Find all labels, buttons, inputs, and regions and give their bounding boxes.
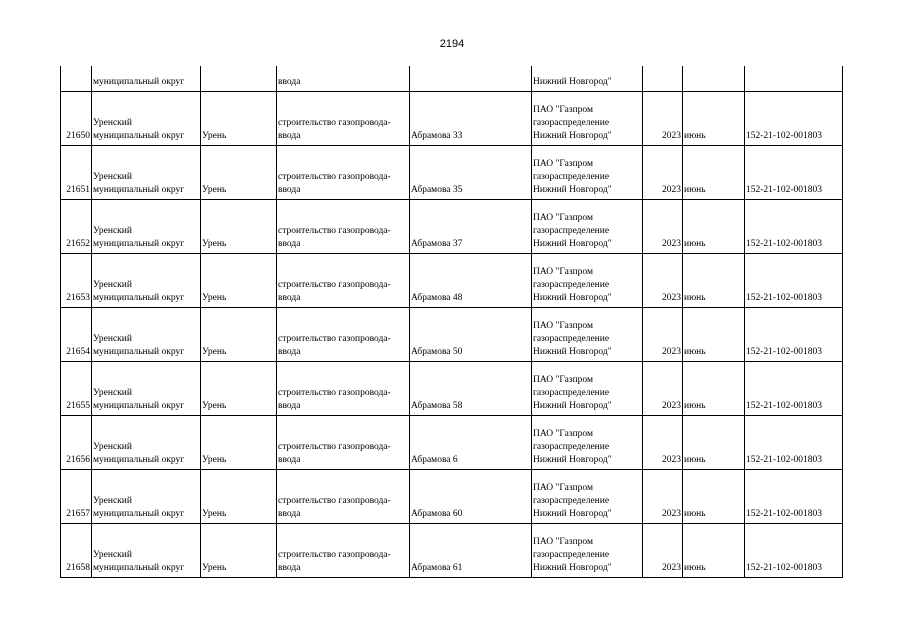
district-line: муниципальный округ: [93, 563, 185, 573]
district-line: Уренский: [93, 334, 132, 344]
cell-month: июнь: [683, 92, 745, 146]
district-line: муниципальный округ: [93, 347, 185, 357]
work-line: ввода: [278, 239, 301, 249]
cell-district: [92, 470, 201, 524]
cell-locality: Урень: [201, 524, 277, 578]
cell-code: 152-21-102-001803: [745, 470, 843, 524]
cell-work: [277, 524, 410, 578]
organization-line: Нижний Новгород": [533, 293, 612, 303]
cell-work: [277, 470, 410, 524]
cell-year: 2023: [643, 416, 683, 470]
cell-organization: [532, 254, 643, 308]
cell-code: 152-21-102-001803: [745, 200, 843, 254]
work-line: строительство газопровода-: [278, 496, 391, 506]
cell-num: 21655: [61, 362, 92, 416]
cell-num: 21654: [61, 308, 92, 362]
cell-district: [92, 92, 201, 146]
cell-address: Абрамова 60: [410, 470, 532, 524]
cell-address: Абрамова 33: [410, 92, 532, 146]
organization-line: газораспределение: [533, 388, 610, 398]
organization-line: ПАО "Газпром: [533, 105, 594, 115]
cell-num: 21652: [61, 200, 92, 254]
cell-locality: Урень: [201, 92, 277, 146]
cell-num: [61, 66, 92, 92]
district-line: муниципальный округ: [93, 401, 185, 411]
organization-line: ПАО "Газпром: [533, 213, 594, 223]
cell-year: 2023: [643, 146, 683, 200]
cell-code: 152-21-102-001803: [745, 92, 843, 146]
work-line: ввода: [278, 455, 301, 465]
work-line: ввода: [278, 563, 301, 573]
organization-line: газораспределение: [533, 334, 610, 344]
cell-district: [92, 524, 201, 578]
district-line: Уренский: [93, 172, 132, 182]
organization-line: Нижний Новгород": [533, 509, 612, 519]
cell-month: июнь: [683, 200, 745, 254]
cell-code: 152-21-102-001803: [745, 362, 843, 416]
district-line: Уренский: [93, 550, 132, 560]
organization-line: Нижний Новгород": [533, 239, 612, 249]
cell-organization: Нижний Новгород": [532, 66, 643, 92]
district-line: Уренский: [93, 280, 132, 290]
cell-year: 2023: [643, 362, 683, 416]
district-line: муниципальный округ: [93, 131, 185, 141]
organization-line: Нижний Новгород": [533, 455, 612, 465]
work-line: строительство газопровода-: [278, 172, 391, 182]
table-row: [61, 254, 843, 308]
cell-locality: Урень: [201, 362, 277, 416]
cell-organization: [532, 470, 643, 524]
cell-code: 152-21-102-001803: [745, 146, 843, 200]
cell-work: [277, 362, 410, 416]
district-line: муниципальный округ: [93, 455, 185, 465]
cell-district: [92, 254, 201, 308]
cell-address: Абрамова 58: [410, 362, 532, 416]
organization-line: ПАО "Газпром: [533, 429, 594, 439]
organization-line: Нижний Новгород": [533, 563, 612, 573]
table-row: [61, 524, 843, 578]
cell-num: 21651: [61, 146, 92, 200]
cell-organization: [532, 200, 643, 254]
cell-work: [277, 254, 410, 308]
cell-district: [92, 146, 201, 200]
cell-work: [277, 92, 410, 146]
organization-line: ПАО "Газпром: [533, 375, 594, 385]
gasification-table: [60, 66, 843, 578]
work-line: строительство газопровода-: [278, 442, 391, 452]
table-row: [61, 146, 843, 200]
cell-address: Абрамова 35: [410, 146, 532, 200]
cell-month: июнь: [683, 146, 745, 200]
organization-line: газораспределение: [533, 280, 610, 290]
district-line: Уренский: [93, 496, 132, 506]
organization-line: газораспределение: [533, 172, 610, 182]
work-line: ввода: [278, 401, 301, 411]
cell-num: 21656: [61, 416, 92, 470]
cell-month: июнь: [683, 362, 745, 416]
cell-work: [277, 308, 410, 362]
cell-organization: [532, 362, 643, 416]
organization-line: газораспределение: [533, 442, 610, 452]
cell-district: [92, 416, 201, 470]
cell-code: 152-21-102-001803: [745, 308, 843, 362]
cell-locality: Урень: [201, 254, 277, 308]
district-line: Уренский: [93, 442, 132, 452]
cell-month: июнь: [683, 308, 745, 362]
cell-work: [277, 200, 410, 254]
cell-year: 2023: [643, 92, 683, 146]
cell-address: Абрамова 6: [410, 416, 532, 470]
organization-line: Нижний Новгород": [533, 401, 612, 411]
cell-locality: Урень: [201, 200, 277, 254]
cell-locality: Урень: [201, 416, 277, 470]
cell-district: [92, 362, 201, 416]
cell-code: 152-21-102-001803: [745, 524, 843, 578]
district-line: Уренский: [93, 118, 132, 128]
cell-year: 2023: [643, 524, 683, 578]
table-row: [61, 416, 843, 470]
cell-num: 21650: [61, 92, 92, 146]
cell-locality: Урень: [201, 470, 277, 524]
cell-district: [92, 200, 201, 254]
organization-line: Нижний Новгород": [533, 347, 612, 357]
cell-num: 21653: [61, 254, 92, 308]
cell-num: 21657: [61, 470, 92, 524]
work-line: строительство газопровода-: [278, 550, 391, 560]
work-line: строительство газопровода-: [278, 280, 391, 290]
cell-district: муниципальный округ: [92, 66, 201, 92]
organization-line: газораспределение: [533, 118, 610, 128]
organization-line: газораспределение: [533, 226, 610, 236]
cell-month: июнь: [683, 254, 745, 308]
cell-work: [277, 146, 410, 200]
cell-organization: [532, 92, 643, 146]
cell-district: [92, 308, 201, 362]
table-row: [61, 470, 843, 524]
cell-year: 2023: [643, 308, 683, 362]
cell-num: 21658: [61, 524, 92, 578]
cell-address: [410, 66, 532, 92]
cell-locality: Урень: [201, 146, 277, 200]
cell-year: 2023: [643, 200, 683, 254]
work-line: строительство газопровода-: [278, 388, 391, 398]
cell-month: июнь: [683, 416, 745, 470]
page-number: 2194: [439, 38, 465, 50]
work-line: строительство газопровода-: [278, 118, 391, 128]
table-row: [61, 200, 843, 254]
organization-line: Нижний Новгород": [533, 185, 612, 195]
work-line: ввода: [278, 293, 301, 303]
cell-organization: [532, 524, 643, 578]
cell-locality: Урень: [201, 308, 277, 362]
organization-line: ПАО "Газпром: [533, 159, 594, 169]
cell-work: ввода: [277, 66, 410, 92]
district-line: муниципальный округ: [93, 509, 185, 519]
work-line: ввода: [278, 131, 301, 141]
district-line: Уренский: [93, 388, 132, 398]
cell-code: 152-21-102-001803: [745, 416, 843, 470]
table-row: [61, 362, 843, 416]
work-line: ввода: [278, 509, 301, 519]
continuation-row: [61, 66, 843, 92]
work-line: ввода: [278, 347, 301, 357]
district-line: муниципальный округ: [93, 185, 185, 195]
cell-address: Абрамова 48: [410, 254, 532, 308]
organization-line: газораспределение: [533, 550, 610, 560]
district-line: Уренский: [93, 226, 132, 236]
work-line: строительство газопровода-: [278, 334, 391, 344]
cell-address: Абрамова 61: [410, 524, 532, 578]
cell-address: Абрамова 37: [410, 200, 532, 254]
district-line: муниципальный округ: [93, 239, 185, 249]
table-body: [61, 66, 843, 578]
organization-line: газораспределение: [533, 496, 610, 506]
cell-month: [683, 66, 745, 92]
work-line: ввода: [278, 185, 301, 195]
organization-line: ПАО "Газпром: [533, 321, 594, 331]
cell-locality: [201, 66, 277, 92]
cell-year: [643, 66, 683, 92]
table-row: [61, 92, 843, 146]
organization-line: Нижний Новгород": [533, 131, 612, 141]
cell-code: 152-21-102-001803: [745, 254, 843, 308]
table-row: [61, 308, 843, 362]
cell-month: июнь: [683, 524, 745, 578]
organization-line: ПАО "Газпром: [533, 267, 594, 277]
cell-month: июнь: [683, 470, 745, 524]
organization-line: ПАО "Газпром: [533, 483, 594, 493]
cell-year: 2023: [643, 470, 683, 524]
cell-organization: [532, 416, 643, 470]
organization-line: ПАО "Газпром: [533, 537, 594, 547]
cell-organization: [532, 146, 643, 200]
cell-year: 2023: [643, 254, 683, 308]
cell-work: [277, 416, 410, 470]
work-line: строительство газопровода-: [278, 226, 391, 236]
cell-address: Абрамова 50: [410, 308, 532, 362]
cell-organization: [532, 308, 643, 362]
district-line: муниципальный округ: [93, 293, 185, 303]
cell-code: [745, 66, 843, 92]
